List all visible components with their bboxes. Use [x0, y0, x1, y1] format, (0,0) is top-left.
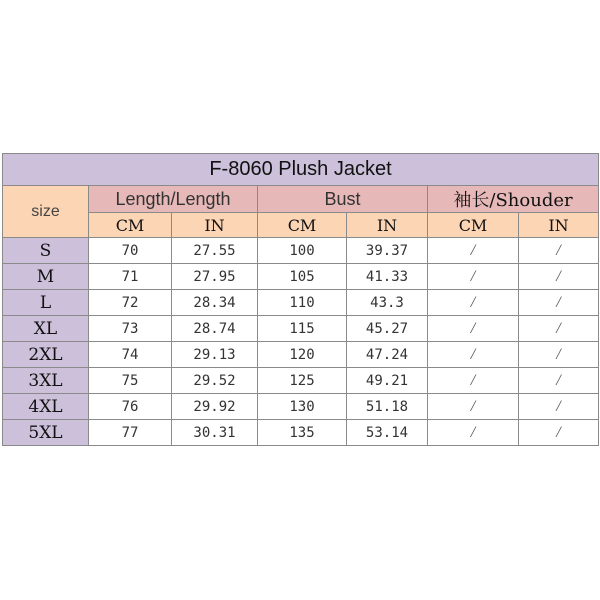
- table-cell: 29.52: [172, 368, 258, 394]
- table-title: F-8060 Plush Jacket: [3, 154, 599, 186]
- table-cell: 51.18: [347, 394, 428, 420]
- table-cell: /: [428, 420, 519, 446]
- table-cell: 71: [89, 264, 172, 290]
- table-cell: 41.33: [347, 264, 428, 290]
- table-cell: /: [519, 420, 599, 446]
- table-cell: /: [519, 394, 599, 420]
- bust-group-header: Bust: [258, 186, 428, 213]
- table-row: [3, 368, 599, 394]
- table-row: [3, 238, 599, 264]
- size-chart-sheet: [2, 153, 598, 446]
- size-label: 3XL: [3, 368, 89, 394]
- table-cell: 27.95: [172, 264, 258, 290]
- table-row: [3, 394, 599, 420]
- unit-header-row: [3, 213, 599, 238]
- size-chart-table: [2, 153, 599, 446]
- table-cell: /: [428, 394, 519, 420]
- table-cell: 70: [89, 238, 172, 264]
- unit-header: IN: [519, 213, 599, 238]
- table-cell: 45.27: [347, 316, 428, 342]
- unit-header: IN: [347, 213, 428, 238]
- table-cell: 75: [89, 368, 172, 394]
- shoulder-group-header: 袖长/Shouder: [428, 186, 599, 213]
- table-cell: 115: [258, 316, 347, 342]
- table-cell: 29.13: [172, 342, 258, 368]
- table-cell: 105: [258, 264, 347, 290]
- table-cell: 135: [258, 420, 347, 446]
- table-cell: 110: [258, 290, 347, 316]
- size-label: 5XL: [3, 420, 89, 446]
- table-cell: /: [428, 238, 519, 264]
- table-row: [3, 420, 599, 446]
- table-cell: 29.92: [172, 394, 258, 420]
- table-cell: 72: [89, 290, 172, 316]
- size-label: XL: [3, 316, 89, 342]
- table-cell: 73: [89, 316, 172, 342]
- unit-header: CM: [258, 213, 347, 238]
- table-row: [3, 290, 599, 316]
- table-cell: /: [428, 290, 519, 316]
- length-group-header: Length/Length: [89, 186, 258, 213]
- table-cell: /: [519, 264, 599, 290]
- table-cell: 30.31: [172, 420, 258, 446]
- table-row: [3, 264, 599, 290]
- size-label: S: [3, 238, 89, 264]
- unit-header: CM: [428, 213, 519, 238]
- table-cell: 28.74: [172, 316, 258, 342]
- size-label: 4XL: [3, 394, 89, 420]
- table-cell: /: [519, 316, 599, 342]
- table-cell: /: [519, 368, 599, 394]
- table-cell: 47.24: [347, 342, 428, 368]
- table-cell: 39.37: [347, 238, 428, 264]
- size-header: size: [3, 186, 89, 238]
- unit-header: CM: [89, 213, 172, 238]
- size-label: L: [3, 290, 89, 316]
- table-cell: 27.55: [172, 238, 258, 264]
- table-cell: 28.34: [172, 290, 258, 316]
- table-cell: /: [428, 316, 519, 342]
- table-cell: 43.3: [347, 290, 428, 316]
- table-cell: 100: [258, 238, 347, 264]
- table-cell: 49.21: [347, 368, 428, 394]
- table-cell: /: [519, 238, 599, 264]
- table-cell: /: [519, 342, 599, 368]
- size-label: 2XL: [3, 342, 89, 368]
- table-row: [3, 316, 599, 342]
- table-cell: 74: [89, 342, 172, 368]
- table-cell: 76: [89, 394, 172, 420]
- table-cell: /: [428, 368, 519, 394]
- table-cell: 53.14: [347, 420, 428, 446]
- table-cell: 120: [258, 342, 347, 368]
- size-rows: [3, 238, 599, 446]
- table-row: [3, 342, 599, 368]
- size-label: M: [3, 264, 89, 290]
- unit-header: IN: [172, 213, 258, 238]
- title-row: [3, 154, 599, 186]
- group-header-row: [3, 186, 599, 213]
- table-cell: 125: [258, 368, 347, 394]
- table-cell: /: [428, 342, 519, 368]
- table-cell: /: [428, 264, 519, 290]
- table-cell: 77: [89, 420, 172, 446]
- table-cell: /: [519, 290, 599, 316]
- table-cell: 130: [258, 394, 347, 420]
